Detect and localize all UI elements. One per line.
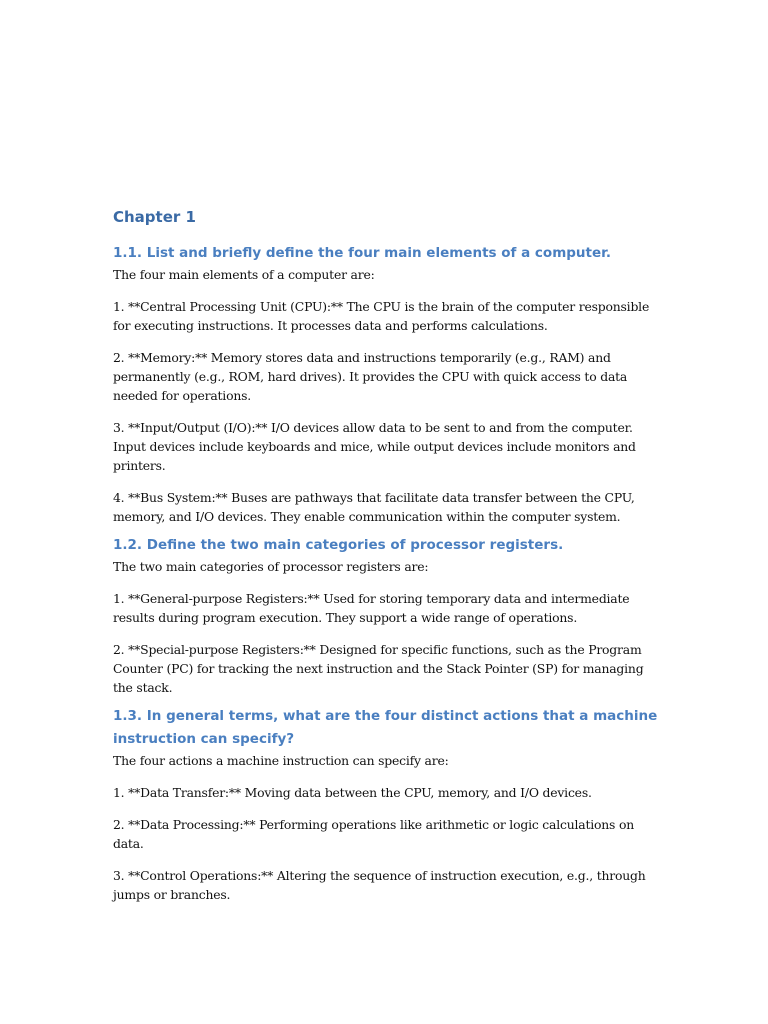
chapter-title: Chapter 1 [113,208,196,226]
list-item: 2. **Special-purpose Registers:** Designed for specific functions, such as the Program Counter (PC) for tracking the next instruction and the Stack Pointer (SP) for managing the stack. [113,642,644,695]
section-heading: 1.2. Define the two main categories of processor registers. [113,537,564,553]
section-1-3 [113,705,658,904]
list-item: 1. **Central Processing Unit (CPU):** The CPU is the brain of the computer responsible for executing instructions. It processes data and performs calculations. [113,299,650,333]
document-page [113,204,658,912]
section-intro: The two main categories of processor registers are: [113,559,429,574]
list-item: 2. **Memory:** Memory stores data and instructions temporarily (e.g., RAM) and permanently (e.g., ROM, hard drives). It provides the CPU with quick access to data needed for operations. [113,350,628,403]
section-intro: The four main elements of a computer are: [113,267,375,282]
section-intro: The four actions a machine instruction can specify are: [113,753,449,768]
list-item: 1. **General-purpose Registers:** Used for storing temporary data and intermediate results during program execution. They support a wide range of operations. [113,591,630,625]
section-heading: 1.1. List and briefly define the four main elements of a computer. [113,245,612,261]
list-item: 1. **Data Transfer:** Moving data between the CPU, memory, and I/O devices. [113,785,592,800]
list-item: 3. **Control Operations:** Altering the sequence of instruction execution, e.g., through jumps or branches. [113,868,646,902]
list-item: 2. **Data Processing:** Performing operations like arithmetic or logic calculations on data. [113,817,634,851]
list-item: 4. **Bus System:** Buses are pathways that facilitate data transfer between the CPU, memory, and I/O devices. They enable communication within the computer system. [113,490,635,524]
section-1-1 [113,242,658,526]
section-heading: 1.3. In general terms, what are the four distinct actions that a machine instruction can specify? [113,708,658,747]
section-1-2 [113,534,658,697]
list-item: 3. **Input/Output (I/O):** I/O devices allow data to be sent to and from the computer. Input devices include keyboards and mice, while output devices include monitors and printers. [113,420,636,473]
